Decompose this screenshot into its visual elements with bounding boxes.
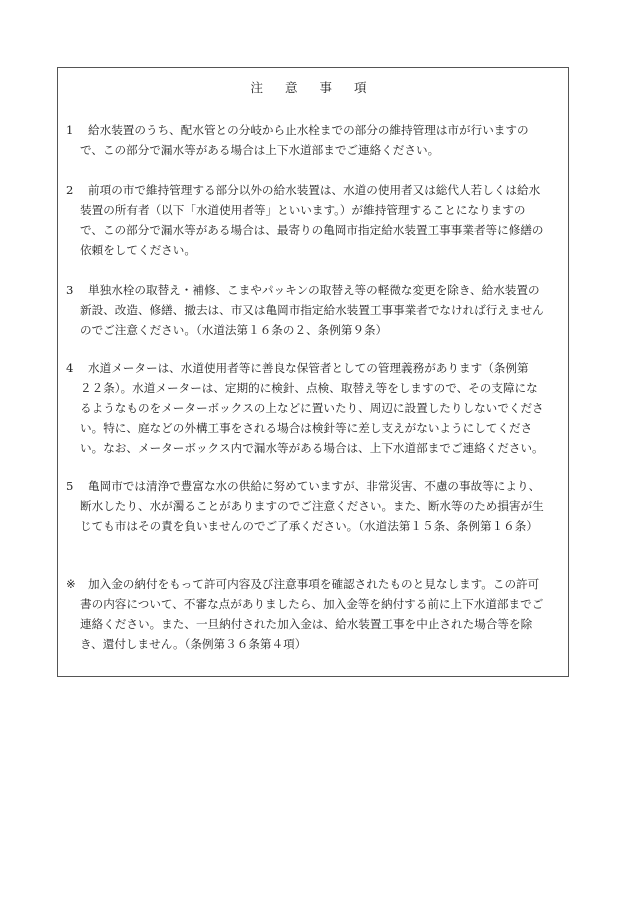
item-line: い。特に、庭などの外構工事をされる場合は検針等に差し支えがないようにしてくださ (80, 421, 533, 435)
notice-item-4 (66, 358, 562, 458)
item-number: 4 (66, 361, 74, 375)
item-number: 5 (66, 479, 74, 493)
item-line: 新設、改造、修繕、撤去は、市又は亀岡市指定給水装置工事事業者でなければ行えません (80, 303, 544, 317)
notice-box (57, 67, 569, 677)
notice-item-5 (66, 476, 562, 536)
item-line: じても市はその責を負いませんのでご了承ください。（水道法第１５条、条例第１６条） (80, 519, 538, 533)
notice-item-2 (66, 180, 562, 260)
item-number: 1 (66, 123, 74, 137)
item-line: 2 前項の市で維持管理する部分以外の給水装置は、水道の使用者又は総代人若しくは給水 (66, 180, 562, 200)
item-line: 依頼をしてください。 (80, 243, 196, 257)
item-line: で、この部分で漏水等がある場合は上下水道部までご連絡ください。 (80, 143, 440, 157)
item-number: 3 (66, 283, 74, 297)
notice-item-1 (66, 120, 562, 160)
note-mark: ※ (66, 577, 76, 591)
notice-note (66, 574, 562, 654)
item-line: るようなものをメーターボックスの上などに置いたり、周辺に設置したりしないでくださ (80, 401, 544, 415)
notice-item-3 (66, 280, 562, 340)
item-line: 断水したり、水が濁ることがありますのでご注意ください。また、断水等のため損害が生 (80, 499, 544, 513)
item-line: のでご注意ください。（水道法第１６条の２、条例第９条） (80, 323, 388, 337)
item-line: 書の内容について、不審な点がありましたら、加入金等を納付する前に上下水道部までご (80, 597, 544, 611)
notice-title: 注 意 事 項 (250, 80, 376, 95)
item-line: 装置の所有者（以下「水道使用者等」といいます。）が維持管理することになりますの (80, 203, 526, 217)
item-line: 5 亀岡市では清浄で豊富な水の供給に努めていますが、非常災害、不慮の事故等により、 (66, 476, 562, 496)
item-line: で、この部分で漏水等がある場合は、最寄りの亀岡市指定給水装置工事事業者等に修繕の (80, 223, 544, 237)
item-line: ※ 加入金の納付をもって許可内容及び注意事項を確認されたものと見なします。この許可 (66, 574, 562, 594)
item-line: 1 給水装置のうち、配水管との分岐から止水栓までの部分の維持管理は市が行いますの (66, 120, 562, 140)
item-line: 連絡ください。また、一旦納付された加入金は、給水装置工事を中止された場合等を除 (80, 617, 533, 631)
item-line: き、還付しません。（条例第３６条第４項） (80, 637, 307, 651)
item-number: 2 (66, 183, 74, 197)
item-line: 3 単独水栓の取替え・補修、こまやパッキンの取替え等の軽微な変更を除き、給水装置の (66, 280, 562, 300)
item-line: ２２条）。水道メーターは、定期的に検針、点検、取替え等をしますので、その支障にな (80, 381, 538, 395)
item-line: 4 水道メーターは、水道使用者等に善良な保管者としての管理義務があります（条例第 (66, 358, 562, 378)
item-line: い。なお、メーターボックス内で漏水等がある場合は、上下水道部までご連絡ください。 (80, 441, 544, 455)
